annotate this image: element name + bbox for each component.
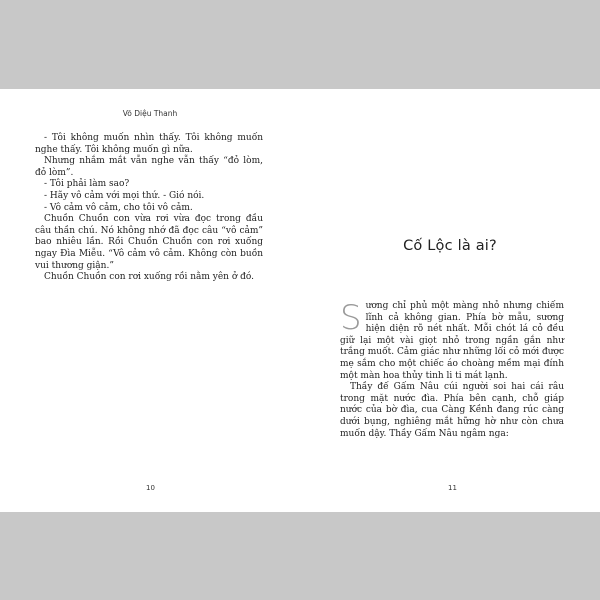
paragraph: - Tôi không muốn nhìn thấy. Tôi không muốn nghe thấy. Tôi không muốn gì nữa. xyxy=(35,133,263,155)
paragraph: - Vô cảm vô cảm, cho tôi vô cảm. xyxy=(44,202,193,213)
right-page-body xyxy=(340,298,564,440)
paragraph: Nhưng nhắm mắt vẫn nghe vẫn thấy “đỏ lòm, đỏ lòm”. xyxy=(35,156,263,178)
first-paragraph xyxy=(340,298,564,382)
first-paragraph-text: ương chỉ phủ một màng nhỏ nhưng chiếm lĩnh cả không gian. Phía bờ mẫu, sương hiện diện rõ nét nhất. Mỗi chót lá cỏ đều giữ lại một vài giọt nhỏ trong ngần gắn như trắng muốt. Cảm giác như những lối cỏ mới được mẹ sắm cho một chiếc áo choàng mềm mại đính một màn hoa thủy tinh li ti mát lạnh. xyxy=(340,301,564,381)
paragraph: - Hãy vô cảm với mọi thứ. - Gió nói. xyxy=(44,190,205,201)
paragraph: - Tôi phải làm sao? xyxy=(44,179,130,190)
right-page xyxy=(300,89,600,512)
chapter-title: Cố Lộc là ai? xyxy=(403,238,497,254)
drop-cap: S xyxy=(340,298,362,338)
running-head-author: Võ Diệu Thanh xyxy=(122,109,178,118)
page-number-right: 11 xyxy=(448,484,457,492)
book-spread xyxy=(0,89,600,512)
page-number-left: 10 xyxy=(146,484,155,492)
paragraph: Thầy đế Gấm Nâu cúi người soi hai cái râu trong mặt nước đìa. Phía bên cạnh, chỗ giáp nước của bờ đìa, cua Càng Kềnh đang rúc càng dưới bụng, nghiêng mắt hững hờ như còn chưa muốn dậy. Thầy Gấm Nâu ngâm nga: xyxy=(340,382,564,439)
left-page xyxy=(0,89,300,512)
paragraph: Chuồn Chuồn con rơi xuống rồi nằm yên ở đó. xyxy=(44,272,254,283)
left-page-body xyxy=(35,133,263,284)
paragraph: Chuồn Chuồn con vừa rơi vừa đọc trong đầu câu thần chú. Nó không nhớ đã đọc câu “vô cảm” bao nhiêu lần. Rồi Chuồn Chuồn con rơi xuống ngay Đìa Miễu. “Vô cảm vô cảm. Không còn buồn vui thương giận.” xyxy=(35,214,263,271)
